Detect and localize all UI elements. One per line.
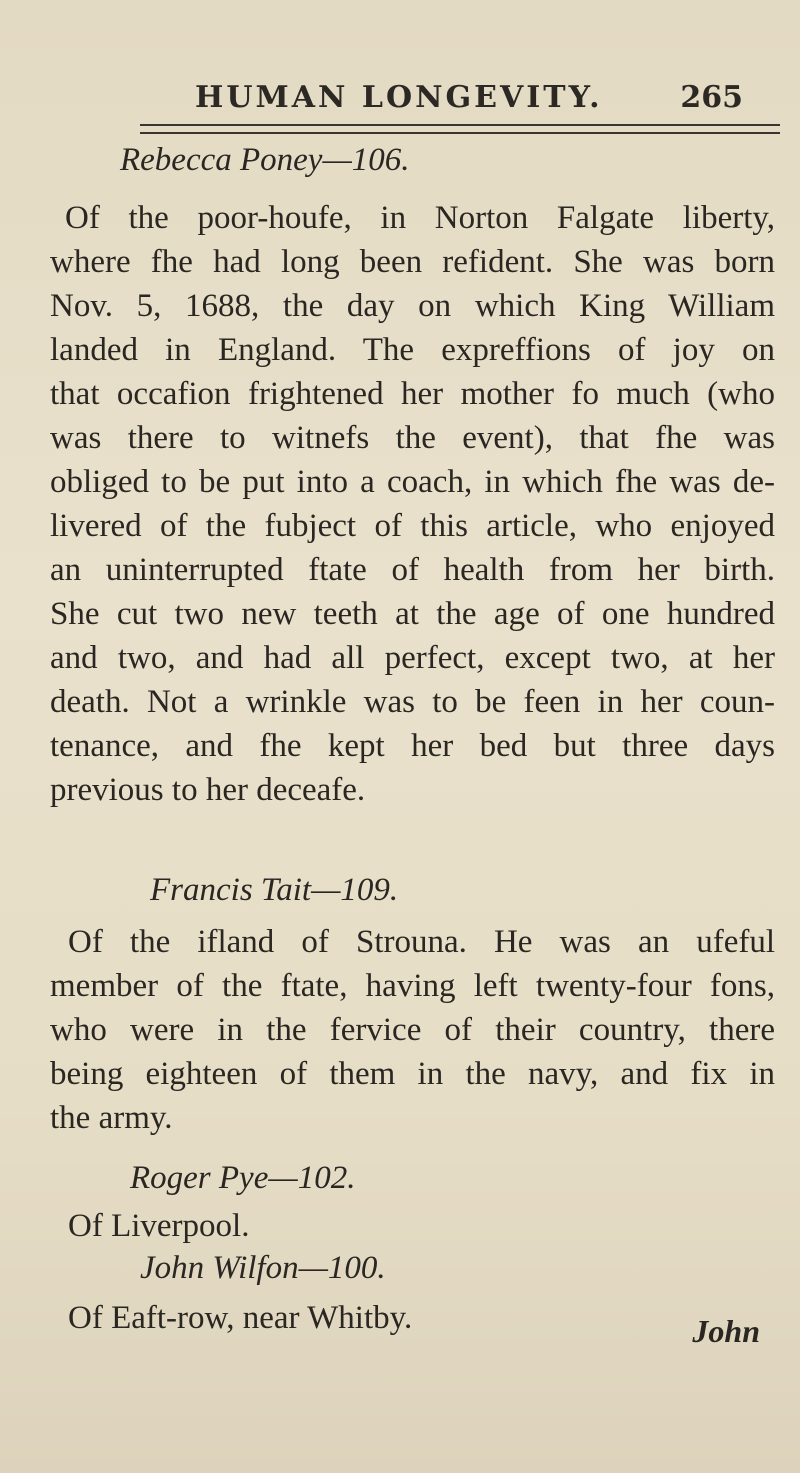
text-line: and two, and had all perfect, except two, at her	[50, 640, 775, 676]
text-line: who were in the fervice of their country, there	[50, 1012, 775, 1048]
entry-text	[50, 1204, 775, 1248]
page-number: 265	[680, 80, 743, 115]
text-line: Of Liverpool.	[68, 1208, 250, 1244]
text-line: landed in England. The expreffions of joy on	[50, 332, 775, 368]
entry-name: Francis Tait—109.	[150, 872, 399, 908]
entry-text	[50, 920, 775, 1140]
text-line: She cut two new teeth at the age of one hundred	[50, 596, 775, 632]
text-line: the army.	[50, 1100, 173, 1136]
text-line: an uninterrupted ftate of health from her birth.	[50, 552, 775, 588]
entry-text	[50, 1296, 775, 1340]
text-line: previous to her deceafe.	[50, 772, 366, 808]
text-line: being eighteen of them in the navy, and fix in	[50, 1056, 775, 1092]
catchword: John	[692, 1313, 760, 1349]
running-title: HUMAN LONGEVITY.	[195, 80, 603, 115]
entry-name: Roger Pye—102.	[130, 1160, 356, 1196]
text-line: Of Eaft-row, near Whitby.	[68, 1300, 413, 1336]
text-line: obliged to be put into a coach, in which fhe was de-	[50, 464, 775, 500]
text-line: Of the ifland of Strouna. He was an ufeful	[68, 924, 775, 960]
text-line: that occafion frightened her mother fo much (who	[50, 376, 775, 412]
running-header	[195, 72, 785, 122]
text-line: Of the poor-houfe, in Norton Falgate liberty,	[65, 200, 775, 236]
entry-text	[50, 196, 775, 812]
text-line: member of the ftate, having left twenty-four fons,	[50, 968, 775, 1004]
entry-name: Rebecca Poney—106.	[120, 142, 410, 178]
text-line: where fhe had long been refident. She was born	[50, 244, 775, 280]
text-line: livered of the fubject of this article, who enjoyed	[50, 508, 775, 544]
text-line: was there to witnefs the event), that fhe was	[50, 420, 775, 456]
text-line: Nov. 5, 1688, the day on which King William	[50, 288, 775, 324]
header-rule	[140, 124, 780, 134]
text-line: tenance, and fhe kept her bed but three days	[50, 728, 775, 764]
entry-name: John Wilfon—100.	[140, 1250, 386, 1286]
text-line: death. Not a wrinkle was to be feen in her coun-	[50, 684, 775, 720]
